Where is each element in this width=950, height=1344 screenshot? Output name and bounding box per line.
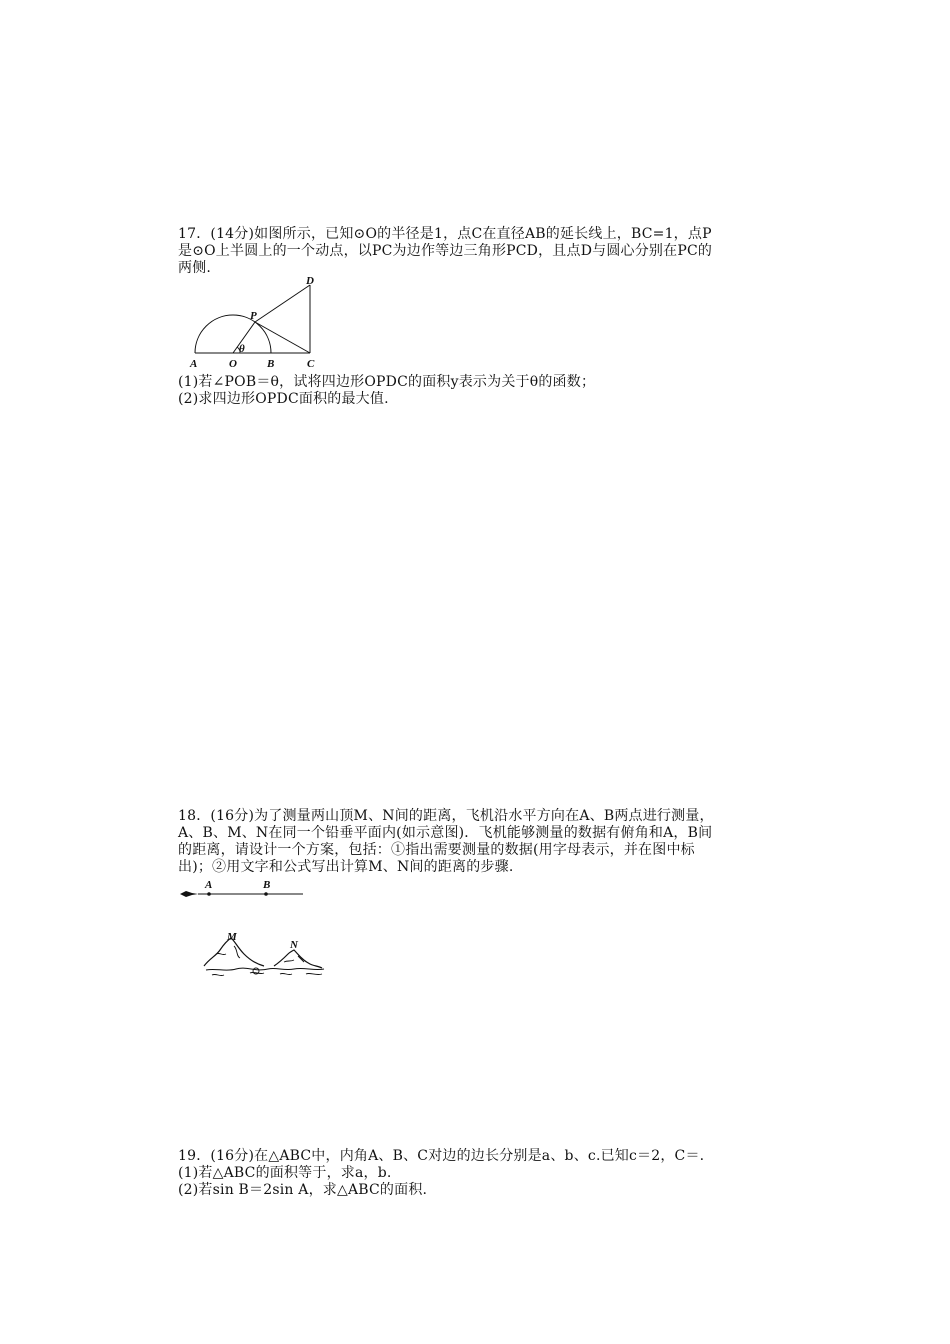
point-A	[207, 892, 211, 896]
problem-18-line-3: 的距离，请设计一个方案，包括：①指出需要测量的数据(用字母表示，并在图中标	[178, 842, 695, 858]
label-C: C	[307, 358, 315, 370]
ground-scribbles	[212, 972, 322, 975]
label-B: B	[263, 879, 271, 891]
mountain-M-detail	[216, 946, 240, 958]
label-D: D	[306, 275, 314, 287]
mountain-N	[274, 950, 322, 968]
problem-17-line-2: 是⊙O上半圆上的一个动点，以PC为边作等边三角形PCD，且点D与圆心分别在PC的	[178, 243, 713, 259]
label-O: O	[229, 358, 237, 370]
problem-17-line-1: 17．(14分)如图所示，已知⊙O的半径是1，点C在直径AB的延长线上，BC=1，点P	[178, 226, 712, 242]
problem-17-line-3: 两侧.	[178, 260, 212, 276]
problem-18-line-2: A、B、M、N在同一个铅垂平面内(如示意图)．飞机能够测量的数据有俯角和A，B间	[178, 825, 713, 841]
problem-19-line-1: 19．(16分)在△ABC中，内角A、B、C对边的边长分别是a、b、c.已知c＝2，C＝.	[178, 1148, 705, 1164]
problem-18-line-1: 18．(16分)为了测量两山顶M、N间的距离，飞机沿水平方向在A、B两点进行测量，	[178, 808, 714, 824]
label-A: A	[205, 879, 213, 891]
problem-19-question-1: (1)若△ABC的面积等于，求a，b.	[178, 1165, 392, 1181]
segment-PC	[255, 322, 310, 353]
problem-18-line-4: 出)；②用文字和公式写出计算M、N间的距离的步骤.	[178, 859, 514, 875]
label-A: A	[190, 358, 198, 370]
problem-19-question-2: (2)若sin B＝2sin A，求△ABC的面积.	[178, 1182, 428, 1198]
mountains-figure	[176, 876, 336, 988]
semicircle-triangle-figure	[178, 274, 328, 370]
label-P: P	[250, 310, 257, 322]
label-B: B	[267, 358, 275, 370]
point-B	[264, 892, 268, 896]
label-M: M	[227, 931, 237, 943]
label-theta: θ	[239, 343, 245, 355]
ground-line	[206, 968, 324, 970]
semicircle-arc	[195, 315, 271, 353]
airplane-icon	[180, 891, 198, 897]
problem-17-question-1: (1)若∠POB＝θ，试将四边形OPDC的面积y表示为关于θ的函数；	[178, 374, 596, 390]
segment-PD	[255, 285, 310, 322]
problem-17-question-2: (2)求四边形OPDC面积的最大值.	[178, 391, 389, 407]
label-N: N	[290, 939, 298, 951]
